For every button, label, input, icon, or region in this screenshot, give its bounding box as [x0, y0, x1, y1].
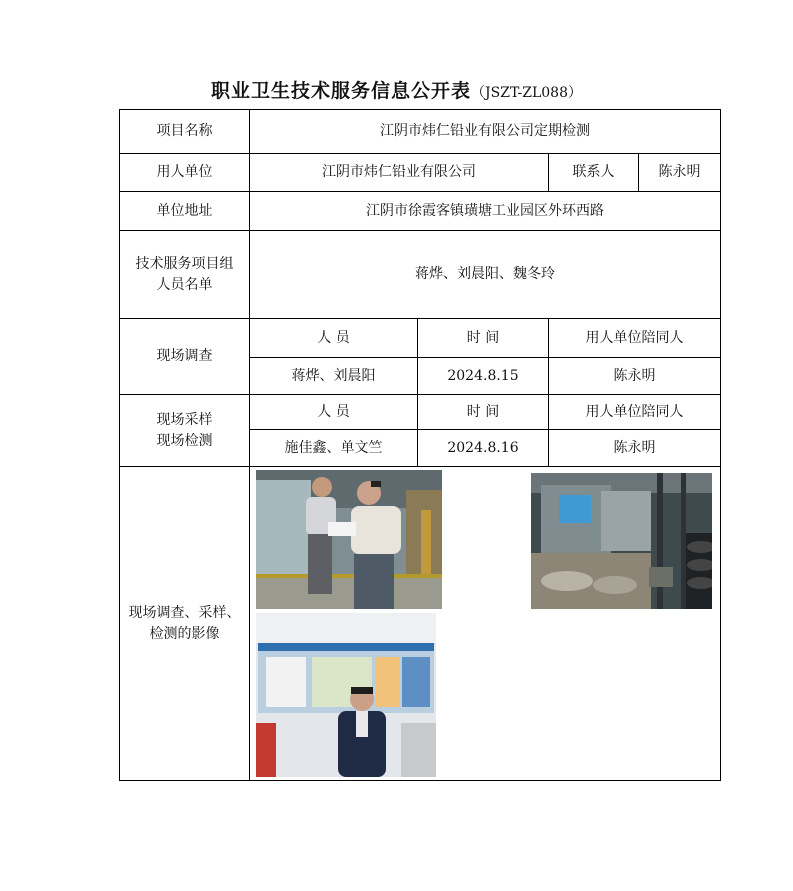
photo-sampling-image — [256, 613, 436, 777]
address-label: 单位地址 — [120, 192, 250, 231]
address-value: 江阴市徐霞客镇璜塘工业园区外环西路 — [250, 192, 721, 231]
photo-equipment — [531, 473, 712, 609]
project-value: 江阴市炜仁铅业有限公司定期检测 — [250, 110, 721, 154]
sampling-header-persons: 人 员 — [250, 395, 418, 430]
photo-sampling — [256, 613, 436, 777]
photo-equipment-image — [531, 473, 712, 609]
survey-companion: 陈永明 — [549, 358, 721, 395]
images-cell — [250, 467, 721, 781]
survey-date: 2024.8.15 — [418, 358, 549, 395]
row-survey-header — [120, 319, 721, 358]
sampling-label-line1: 现场采样 — [156, 411, 213, 428]
team-label-line2: 人员名单 — [156, 276, 213, 293]
sampling-header-companion: 用人单位陪同人 — [549, 395, 721, 430]
survey-header-persons: 人 员 — [250, 319, 418, 358]
survey-persons: 蒋烨、刘晨阳 — [250, 358, 418, 395]
team-label-line1: 技术服务项目组 — [135, 255, 234, 272]
title-main: 职业卫生技术服务信息公开表 — [211, 80, 472, 102]
photo-survey — [256, 470, 442, 609]
page-title — [0, 76, 793, 103]
row-sampling-header — [120, 395, 721, 430]
row-employer — [120, 154, 721, 192]
survey-header-companion: 用人单位陪同人 — [549, 319, 721, 358]
photo-survey-image — [256, 470, 442, 609]
sampling-header-time: 时 间 — [418, 395, 549, 430]
images-label-line1: 现场调查、采样、 — [128, 604, 241, 621]
employer-label: 用人单位 — [120, 154, 250, 192]
sampling-persons: 施佳鑫、单文竺 — [250, 430, 418, 467]
photo-area — [250, 467, 720, 779]
survey-label: 现场调查 — [120, 319, 250, 395]
sampling-label — [120, 395, 250, 467]
row-images — [120, 467, 721, 781]
sampling-label-line2: 现场检测 — [156, 432, 213, 449]
contact-label: 联系人 — [549, 154, 639, 192]
images-label — [120, 467, 250, 781]
project-label: 项目名称 — [120, 110, 250, 154]
employer-value: 江阴市炜仁铅业有限公司 — [250, 154, 549, 192]
sampling-date: 2024.8.16 — [418, 430, 549, 467]
team-label — [120, 231, 250, 319]
row-address — [120, 192, 721, 231]
info-table — [119, 109, 721, 781]
contact-value: 陈永明 — [639, 154, 721, 192]
survey-header-time: 时 间 — [418, 319, 549, 358]
sampling-companion: 陈永明 — [549, 430, 721, 467]
images-label-line2: 检测的影像 — [149, 625, 220, 642]
title-code: （JSZT-ZL088） — [471, 85, 582, 101]
row-project — [120, 110, 721, 154]
team-value: 蒋烨、刘晨阳、魏冬玲 — [250, 231, 721, 319]
row-team — [120, 231, 721, 319]
